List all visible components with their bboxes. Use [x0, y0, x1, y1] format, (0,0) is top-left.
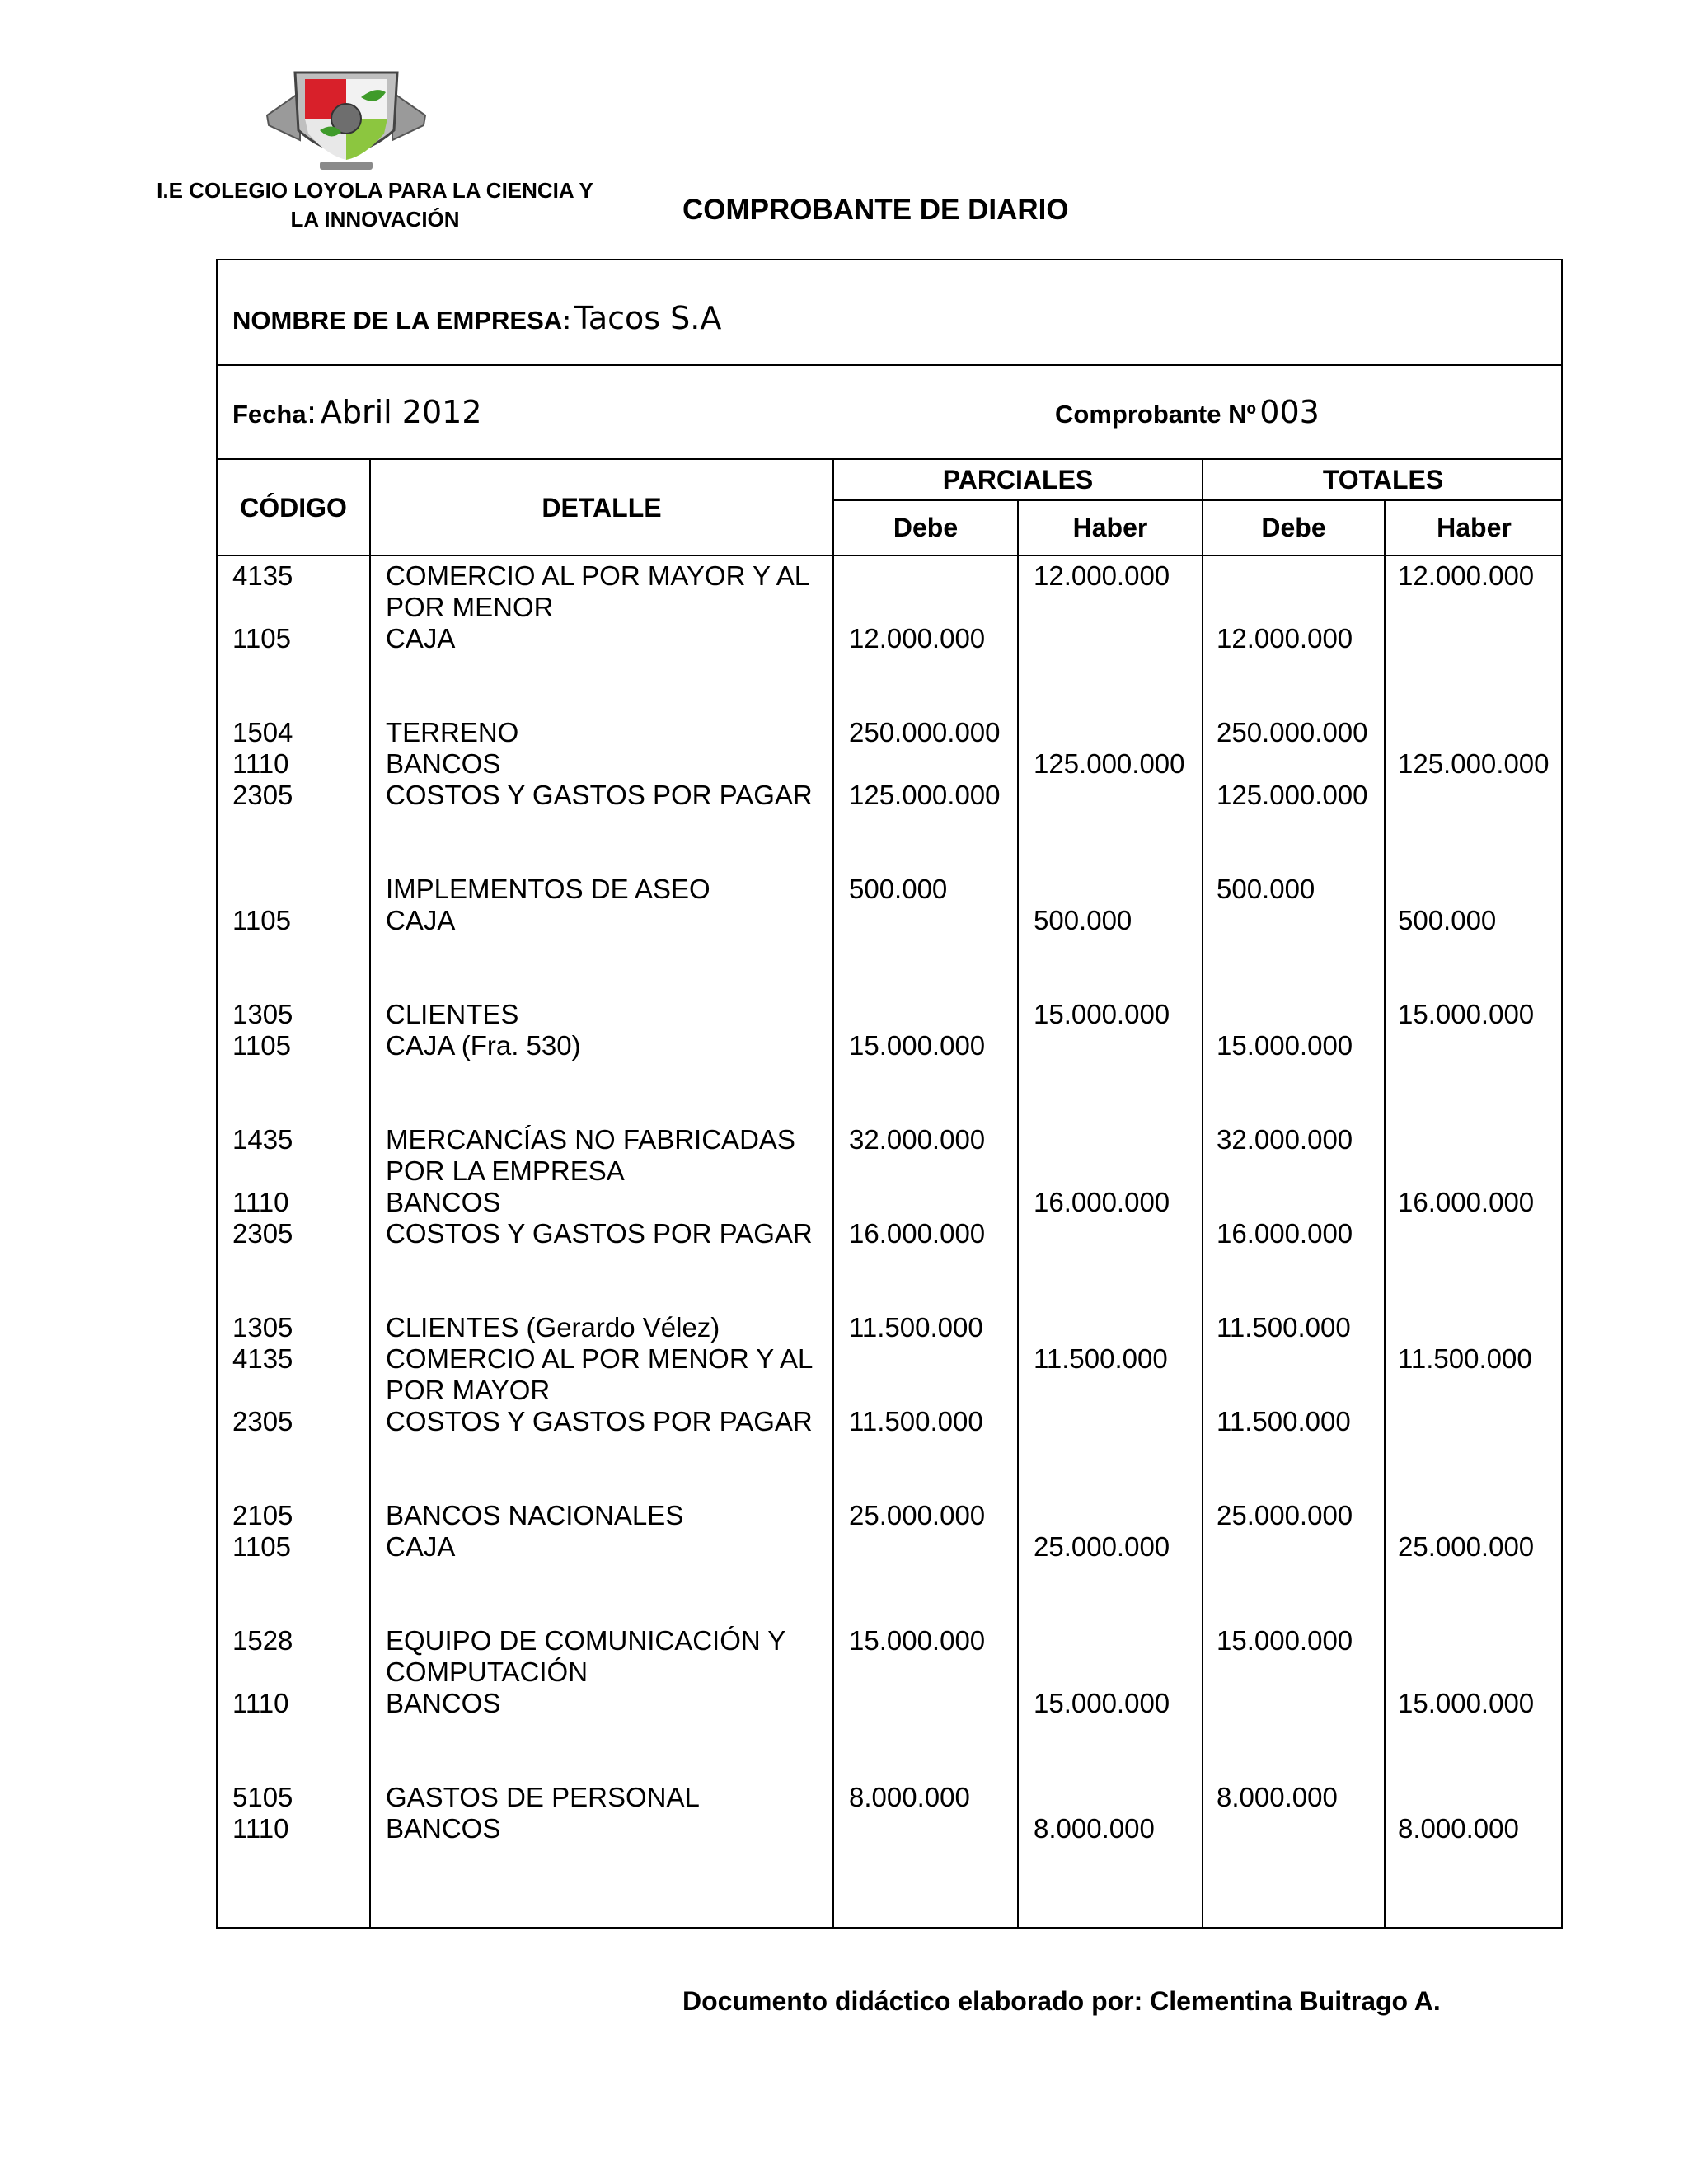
header-totales-haber: Haber [1437, 513, 1512, 542]
voucher-number-label: Comprobante Nº [1055, 400, 1256, 429]
row-parciales-haber: 15.000.000 [1034, 1688, 1170, 1718]
header-detalle: DETALLE [542, 493, 662, 523]
row-totales-debe: 11.500.000 [1217, 1312, 1351, 1343]
row-parciales-debe: 11.500.000 [849, 1406, 983, 1436]
row-detalle: COSTOS Y GASTOS POR PAGAR [386, 1406, 813, 1436]
row-totales-debe: 11.500.000 [1217, 1406, 1351, 1436]
row-totales-haber: 15.000.000 [1398, 999, 1535, 1029]
row-detalle: BANCOS [386, 1688, 501, 1718]
row-parciales-debe: 16.000.000 [849, 1218, 986, 1249]
row-totales-haber: 8.000.000 [1398, 1813, 1519, 1844]
voucher-number-value: 003 [1259, 394, 1320, 430]
row-detalle: COMERCIO AL POR MAYOR Y AL POR MENOR [386, 560, 809, 622]
row-parciales-debe: 25.000.000 [849, 1500, 986, 1530]
header-parciales-debe: Debe [893, 513, 959, 542]
row-parciales-debe: 12.000.000 [849, 623, 986, 654]
row-codigo: 1110 [232, 1813, 289, 1844]
row-codigo: 1110 [232, 1187, 289, 1217]
row-totales-debe: 8.000.000 [1217, 1782, 1338, 1812]
row-detalle: CAJA [386, 623, 456, 654]
row-totales-haber: 500.000 [1398, 905, 1497, 935]
row-detalle: TERRENO [386, 717, 519, 748]
document-title: COMPROBANTE DE DIARIO [682, 194, 1069, 226]
row-codigo: 1305 [232, 999, 293, 1029]
row-totales-debe: 15.000.000 [1217, 1625, 1353, 1656]
school-name [144, 176, 606, 234]
row-parciales-haber: 16.000.000 [1034, 1187, 1170, 1217]
date-label: Fecha [232, 400, 307, 429]
row-codigo: 1305 [232, 1312, 293, 1343]
row-parciales-debe: 500.000 [849, 874, 948, 904]
row-detalle: EQUIPO DE COMUNICACIÓN Y COMPUTACIÓN [386, 1625, 785, 1687]
row-totales-debe: 250.000.000 [1217, 717, 1368, 748]
row-totales-debe: 25.000.000 [1217, 1500, 1353, 1530]
header-totales-debe: Debe [1261, 513, 1326, 542]
row-detalle: CAJA [386, 1531, 456, 1562]
row-detalle: GASTOS DE PERSONAL [386, 1782, 700, 1812]
row-totales-haber: 25.000.000 [1398, 1531, 1535, 1562]
row-parciales-haber: 500.000 [1034, 905, 1132, 935]
row-parciales-debe: 250.000.000 [849, 717, 1001, 748]
date-colon: : [306, 394, 317, 430]
row-codigo: 4135 [232, 1343, 293, 1374]
row-codigo: 1435 [232, 1124, 293, 1155]
row-totales-debe: 500.000 [1217, 874, 1315, 904]
row-detalle: CLIENTES [386, 999, 519, 1029]
row-codigo: 5105 [232, 1782, 293, 1812]
row-parciales-haber: 12.000.000 [1034, 560, 1170, 591]
row-detalle: COMERCIO AL POR MENOR Y AL POR MAYOR [386, 1343, 813, 1405]
row-parciales-debe: 15.000.000 [849, 1030, 986, 1061]
row-totales-debe: 15.000.000 [1217, 1030, 1353, 1061]
row-totales-haber: 11.500.000 [1398, 1343, 1532, 1374]
row-codigo: 2105 [232, 1500, 293, 1530]
row-codigo: 4135 [232, 560, 293, 591]
row-codigo: 1504 [232, 717, 293, 748]
grid-line [218, 555, 1563, 556]
row-detalle: IMPLEMENTOS DE ASEO [386, 874, 710, 904]
date-row [218, 366, 1561, 460]
date-value: Abril 2012 [320, 394, 482, 430]
school-name-line1: I.E COLEGIO LOYOLA PARA LA CIENCIA Y [157, 178, 593, 203]
grid-line [369, 460, 371, 1929]
school-name-line2: LA INNOVACIÓN [290, 207, 460, 232]
row-detalle: COSTOS Y GASTOS POR PAGAR [386, 1218, 813, 1249]
grid-line [1017, 499, 1019, 1929]
row-parciales-debe: 8.000.000 [849, 1782, 970, 1812]
row-totales-haber: 15.000.000 [1398, 1688, 1535, 1718]
row-parciales-debe: 125.000.000 [849, 780, 1001, 810]
row-codigo: 2305 [232, 1406, 293, 1436]
row-codigo: 1528 [232, 1625, 293, 1656]
header-parciales-haber: Haber [1072, 513, 1148, 542]
row-totales-haber: 125.000.000 [1398, 748, 1550, 779]
row-parciales-haber: 15.000.000 [1034, 999, 1170, 1029]
row-totales-debe: 12.000.000 [1217, 623, 1353, 654]
grid-line [832, 499, 1563, 501]
row-codigo: 1110 [232, 1688, 289, 1718]
header-codigo: CÓDIGO [240, 493, 347, 523]
company-line [232, 300, 721, 336]
footer-credit: Documento didáctico elaborado por: Clementina Buitrago A. [682, 1986, 1441, 2016]
row-totales-debe: 32.000.000 [1217, 1124, 1353, 1155]
row-detalle: MERCANCÍAS NO FABRICADAS POR LA EMPRESA [386, 1124, 795, 1186]
row-totales-debe: 125.000.000 [1217, 780, 1368, 810]
header-parciales: PARCIALES [942, 465, 1094, 494]
company-value: Tacos S.A [574, 300, 722, 336]
school-logo [262, 64, 430, 176]
row-parciales-haber: 25.000.000 [1034, 1531, 1170, 1562]
row-totales-haber: 16.000.000 [1398, 1187, 1535, 1217]
row-codigo: 1105 [232, 623, 291, 654]
row-detalle: BANCOS [386, 748, 501, 779]
row-parciales-debe: 32.000.000 [849, 1124, 986, 1155]
header-totales: TOTALES [1322, 465, 1444, 494]
row-parciales-debe: 15.000.000 [849, 1625, 986, 1656]
row-parciales-haber: 125.000.000 [1034, 748, 1185, 779]
grid-line [1202, 460, 1203, 1929]
row-codigo: 1110 [232, 748, 289, 779]
row-parciales-haber: 8.000.000 [1034, 1813, 1155, 1844]
row-codigo: 2305 [232, 780, 293, 810]
row-detalle: BANCOS NACIONALES [386, 1500, 684, 1530]
row-detalle: CAJA [386, 905, 456, 935]
voucher-frame [216, 259, 1563, 1929]
row-detalle: CAJA (Fra. 530) [386, 1030, 581, 1061]
row-parciales-haber: 11.500.000 [1034, 1343, 1168, 1374]
row-codigo: 1105 [232, 905, 291, 935]
row-detalle: BANCOS [386, 1813, 501, 1844]
row-codigo: 2305 [232, 1218, 293, 1249]
row-totales-debe: 16.000.000 [1217, 1218, 1353, 1249]
row-totales-haber: 12.000.000 [1398, 560, 1535, 591]
date-line [232, 394, 482, 430]
row-codigo: 1105 [232, 1030, 291, 1061]
row-codigo: 1105 [232, 1531, 291, 1562]
grid-line [1384, 499, 1386, 1929]
row-detalle: CLIENTES (Gerardo Vélez) [386, 1312, 720, 1343]
row-detalle: COSTOS Y GASTOS POR PAGAR [386, 780, 813, 810]
company-row [218, 260, 1561, 366]
company-label: NOMBRE DE LA EMPRESA: [232, 306, 571, 335]
row-detalle: BANCOS [386, 1187, 501, 1217]
voucher-number-line [1055, 394, 1320, 430]
row-parciales-debe: 11.500.000 [849, 1312, 983, 1343]
